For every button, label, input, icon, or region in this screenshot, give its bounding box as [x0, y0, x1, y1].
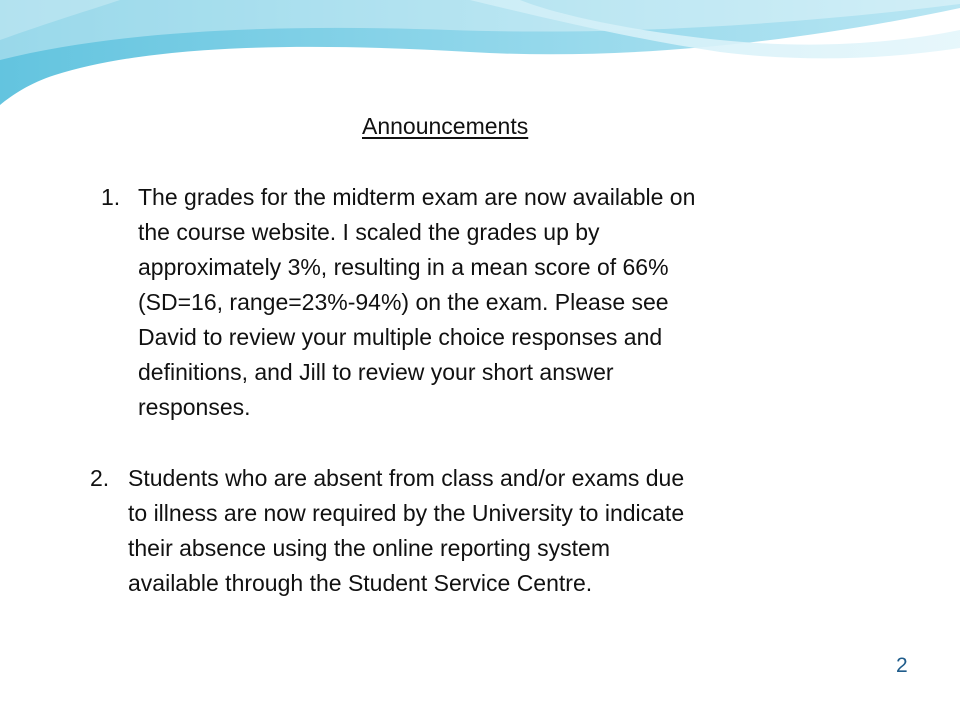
list-item-line: their absence using the online reporting system — [128, 535, 611, 561]
list-item-line: David to review your multiple choice responses and — [138, 324, 663, 350]
list-item — [101, 180, 861, 425]
list-item-body — [138, 180, 861, 425]
list-item-line: definitions, and Jill to review your short answer — [138, 359, 614, 385]
list-item-line: to illness are now required by the University to indicate — [128, 500, 685, 526]
list-item — [90, 461, 860, 601]
list-item-line: Students who are absent from class and/or exams due — [128, 465, 685, 491]
list-item-number: 2. — [90, 465, 110, 491]
list-item-line: the course website. I scaled the grades up by — [138, 219, 600, 245]
slide-title: Announcements — [362, 113, 529, 139]
list-item-line: The grades for the midterm exam are now available on — [138, 184, 696, 210]
list-item-line: available through the Student Service Centre. — [128, 570, 593, 596]
list-item-number: 1. — [101, 184, 121, 210]
decorative-wave-header — [0, 0, 960, 120]
list-item-line: (SD=16, range=23%-94%) on the exam. Please see — [138, 289, 669, 315]
list-item-line: responses. — [138, 394, 251, 420]
page-number: 2 — [896, 654, 908, 677]
list-item-body — [128, 461, 860, 601]
list-item-line: approximately 3%, resulting in a mean score of 66% — [138, 254, 669, 280]
